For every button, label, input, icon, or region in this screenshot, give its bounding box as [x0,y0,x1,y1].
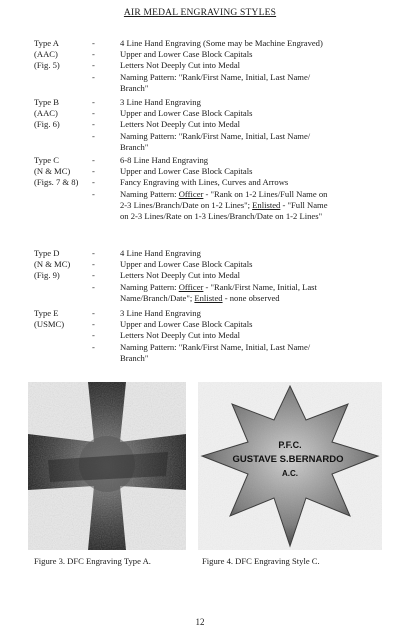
list-item [92,97,379,108]
list-item [92,38,379,49]
section-label-line: (Fig. 6) [34,119,60,130]
dash-bullet: - [92,188,95,199]
dash-bullet: - [92,119,95,130]
list-item [92,177,379,188]
section-label-line: Type B [34,97,59,107]
enlisted-label: Enlisted [252,199,281,210]
item-text-line: 4 Line Hand Engraving [120,248,201,258]
list-item [92,259,379,270]
dash-bullet: - [92,270,95,281]
section-label-line: Type E [34,308,59,318]
list-item [92,49,379,60]
dash-bullet: - [92,281,95,292]
section-items [92,308,379,364]
list-item [92,330,379,341]
item-text-line: Naming Pattern: "Rank/First Name, Initial, Last Name/ [120,130,311,141]
dash-bullet: - [92,166,95,177]
officer-pattern: - "Rank on 1-2 Lines/Full Name on [203,188,328,199]
list-item [92,131,379,153]
list-item [92,308,379,319]
section-items [92,155,379,222]
naming-prefix: Naming Pattern: [120,281,179,292]
section-label [34,155,92,189]
dash-bullet: - [92,71,95,82]
officer-label: Officer [178,281,204,292]
list-item-naming-pattern [92,189,379,223]
dash-bullet: - [92,341,95,352]
item-text-line: Upper and Lower Case Block Capitals [120,166,253,177]
list-item-naming-pattern [92,282,379,304]
engraving-name: GUSTAVE S.BERNARDO [232,454,344,465]
section-label-line: (Figs. 7 & 8) [34,177,79,188]
item-text-line: 3 Line Hand Engraving [120,97,201,107]
item-text-line: Branch" [120,352,149,363]
section-items [92,248,379,304]
engraving-branch: A.C. [282,469,298,478]
section-label-line: (USMC) [34,319,65,330]
item-text-line: 3 Line Hand Engraving [120,308,201,318]
dfc-medal-image-right [198,382,382,550]
dash-bullet: - [92,49,95,60]
section-label [34,248,92,282]
photo-dfc-style-c [198,382,382,550]
section-label-line: (AAC) [34,49,58,60]
item-text-line: on 2-3 Lines/Rate on 1-3 Lines/Branch/Date on 1-2 Lines" [120,211,323,222]
item-text-line: Letters Not Deeply Cut into Medal [120,60,241,71]
page-number: 12 [195,617,205,627]
officer-pattern-cont: 2-3 Lines/Branch/Date on 1-2 Lines"; [120,199,253,210]
dash-bullet: - [92,248,95,258]
item-text-line [120,282,379,293]
dash-bullet: - [92,177,95,188]
section-label [34,97,92,131]
list-item [92,270,379,281]
dash-bullet: - [92,330,95,341]
engraving-rank: P.F.C. [278,440,302,450]
item-text-line: Naming Pattern: "Rank/First Name, Initial, Last Name/ [120,341,311,352]
dash-bullet: - [92,108,95,119]
section-items [92,97,379,153]
item-text-line: 6-8 Line Hand Engraving [120,155,209,165]
list-item [92,166,379,177]
photo-dfc-type-a [28,382,186,550]
page-title: AIR MEDAL ENGRAVING STYLES [123,8,277,18]
item-text-line [120,189,379,200]
item-text-line: 4 Line Hand Engraving (Some may be Machine Engraved) [120,38,323,48]
section-label [34,38,92,72]
item-text-line: Naming Pattern: "Rank/First Name, Initial, Last Name/ [120,71,311,82]
item-text-line: Fancy Engraving with Lines, Curves and Arrows [120,177,289,188]
figure-4-caption: Figure 4. DFC Engraving Style C. [202,556,320,566]
officer-label: Officer [178,188,204,199]
section-label [34,308,92,330]
item-text-line: Upper and Lower Case Block Capitals [120,49,253,60]
list-item [92,108,379,119]
item-text-line: Upper and Lower Case Block Capitals [120,108,253,119]
item-text-line [120,293,379,304]
dash-bullet: - [92,97,95,107]
list-item [92,248,379,259]
section-label-line: (AAC) [34,108,58,119]
item-text-line: Letters Not Deeply Cut into Medal [120,119,241,130]
section-label-line: Type D [34,248,60,258]
item-text-line: Letters Not Deeply Cut into Medal [120,330,241,341]
figure-3-caption: Figure 3. DFC Engraving Type A. [34,556,151,566]
section-label-line: Type A [34,38,59,48]
item-text-line: Branch" [120,141,149,152]
list-item [92,155,379,166]
list-item [92,342,379,364]
item-text-line: Branch" [120,82,149,93]
list-item [92,72,379,94]
enlisted-pattern: - none observed [222,292,280,303]
item-text-line [120,200,379,211]
dash-bullet: - [92,308,95,318]
enlisted-label: Enlisted [194,292,223,303]
officer-pattern: - "Rank/First Name, Initial, Last [203,281,317,292]
list-item [92,319,379,330]
section-label-line: (N & MC) [34,166,71,177]
section-items [92,38,379,94]
item-text-line: Upper and Lower Case Block Capitals [120,259,253,270]
item-text-line: Upper and Lower Case Block Capitals [120,319,253,330]
officer-pattern-cont: Name/Branch/Date"; [120,292,195,303]
dash-bullet: - [92,38,95,48]
section-label-line: (Fig. 9) [34,270,60,281]
item-text-line: Letters Not Deeply Cut into Medal [120,270,241,281]
dash-bullet: - [92,319,95,330]
dash-bullet: - [92,155,95,165]
list-item [92,119,379,130]
list-item [92,60,379,71]
dash-bullet: - [92,259,95,270]
enlisted-pattern: - "Full Name [280,199,328,210]
section-label-line: Type C [34,155,59,165]
dash-bullet: - [92,60,95,71]
dfc-medal-image-left [28,382,186,550]
section-label-line: (Fig. 5) [34,60,60,71]
section-label-line: (N & MC) [34,259,71,270]
dash-bullet: - [92,130,95,141]
naming-prefix: Naming Pattern: [120,188,179,199]
